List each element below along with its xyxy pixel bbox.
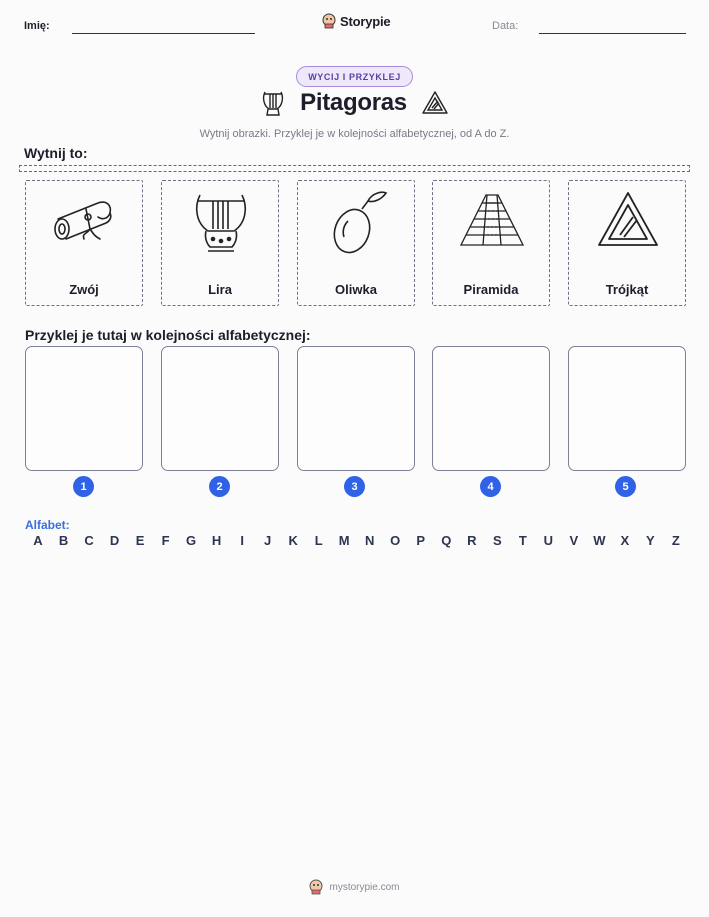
page-title: Pitagoras	[300, 89, 407, 116]
brand-name: Storypie	[340, 13, 391, 29]
paste-box-5[interactable]	[568, 346, 686, 471]
lyre-icon	[186, 187, 256, 257]
alphabet-letter: X	[620, 533, 630, 548]
alphabet-letter: R	[467, 533, 477, 548]
date-field-line[interactable]	[539, 33, 686, 34]
lyre-icon	[260, 88, 286, 118]
alphabet-letter: F	[161, 533, 170, 548]
alphabet-letter: T	[518, 533, 527, 548]
number-badge-1: 1	[73, 476, 94, 497]
storypie-mascot-icon	[309, 879, 323, 895]
footer-site: mystorypie.com	[329, 881, 400, 893]
scroll-icon	[50, 187, 120, 257]
alphabet-letter: Y	[646, 533, 655, 548]
number-badge-5: 5	[615, 476, 636, 497]
alphabet-letter: G	[186, 533, 197, 548]
cut-heading: Wytnij to:	[24, 145, 88, 161]
cut-card-label: Oliwka	[335, 282, 377, 297]
paste-box-3[interactable]	[297, 346, 415, 471]
cut-card-scroll[interactable]	[25, 180, 143, 306]
storypie-mascot-icon	[322, 13, 336, 29]
alphabet-letter: I	[240, 533, 244, 548]
alphabet-letter: V	[569, 533, 579, 548]
triangle-sign-icon	[593, 187, 663, 257]
cut-card-olive[interactable]	[297, 180, 415, 306]
alphabet-letter: U	[543, 533, 553, 548]
alphabet-letter: C	[84, 533, 94, 548]
alphabet-letter: O	[390, 533, 401, 548]
alphabet-letter: M	[338, 533, 350, 548]
cut-card-label: Zwój	[69, 282, 99, 297]
alphabet-letter: J	[264, 533, 272, 548]
number-badge-3: 3	[344, 476, 365, 497]
cut-card-triangle[interactable]	[568, 180, 686, 306]
paste-heading: Przyklej je tutaj w kolejności alfabetycznej:	[25, 327, 311, 343]
instructions: Wytnij obrazki. Przyklej je w kolejności alfabetycznej, od A do Z.	[199, 128, 510, 140]
cut-card-label: Trójkąt	[605, 282, 649, 297]
name-field-line[interactable]	[72, 33, 255, 34]
olive-icon	[322, 187, 392, 257]
alphabet-letter: E	[135, 533, 145, 548]
alphabet-letter: A	[33, 533, 43, 548]
alphabet-letter: Q	[441, 533, 452, 548]
paste-box-4[interactable]	[432, 346, 550, 471]
date-label: Data:	[492, 20, 519, 32]
activity-badge: WYCIJ I PRZYKLEJ	[296, 66, 413, 87]
brand-logo	[322, 13, 390, 29]
footer	[0, 879, 709, 895]
alphabet-letter: L	[314, 533, 323, 548]
number-badge-4: 4	[480, 476, 501, 497]
alphabet-row	[29, 533, 685, 548]
alphabet-letter: B	[58, 533, 69, 548]
cut-card-lyre[interactable]	[161, 180, 279, 306]
alphabet-letter: S	[492, 533, 502, 548]
paste-box-2[interactable]	[161, 346, 279, 471]
title-row	[0, 88, 709, 118]
alphabet-label: Alfabet:	[25, 518, 70, 532]
alphabet-letter: K	[288, 533, 298, 548]
alphabet-letter: P	[416, 533, 426, 548]
cut-card-label: Piramida	[463, 282, 519, 297]
paste-box-1[interactable]	[25, 346, 143, 471]
name-label: Imię:	[24, 20, 50, 32]
pyramid-icon	[457, 187, 527, 257]
alphabet-letter: W	[593, 533, 606, 548]
triangle-sign-icon	[421, 90, 449, 116]
cut-card-pyramid[interactable]	[432, 180, 550, 306]
alphabet-letter: Z	[671, 533, 680, 548]
cut-line	[19, 165, 690, 172]
alphabet-letter: H	[211, 533, 222, 548]
number-badge-2: 2	[209, 476, 230, 497]
alphabet-letter: N	[365, 533, 375, 548]
cut-card-label: Lira	[208, 282, 232, 297]
alphabet-letter: D	[109, 533, 120, 548]
